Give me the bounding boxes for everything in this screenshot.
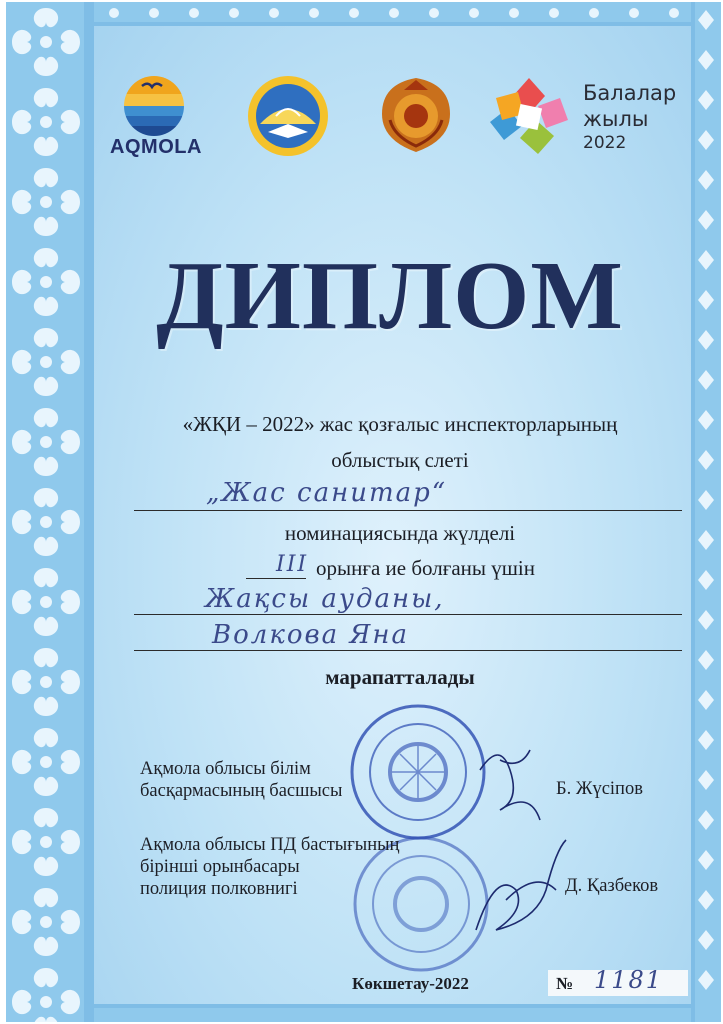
event-line-2: облыстық слеті bbox=[331, 448, 469, 472]
signatory1-line1: Ақмола облысы білім bbox=[140, 759, 311, 779]
balalar-year: 2022 bbox=[583, 133, 627, 153]
signatory2-line1: Ақмола облысы ПД бастығының bbox=[140, 835, 400, 855]
balalar-zhyly-wordmark bbox=[583, 80, 676, 154]
signatory1-name: Б. Жүсіпов bbox=[556, 779, 643, 799]
signature-1 bbox=[470, 740, 550, 830]
balalar-line1: Балалар bbox=[583, 81, 677, 105]
education-department-emblem-icon bbox=[246, 74, 330, 158]
event-line-1: «ЖҚИ – 2022» жас қозғалыс инспекторларының bbox=[182, 412, 618, 436]
recipient-rule-1 bbox=[134, 614, 682, 615]
police-emblem-icon bbox=[374, 72, 458, 156]
ornament-border-top bbox=[94, 2, 691, 26]
ornament-border-right bbox=[691, 2, 721, 1022]
number-label: № bbox=[556, 974, 574, 993]
signatory2-line3: полиция полковнигі bbox=[140, 879, 298, 899]
recipient-rule-2 bbox=[134, 650, 682, 651]
place-handwritten: III bbox=[276, 552, 309, 577]
signatory2-line2: бірінші орынбасары bbox=[140, 857, 300, 877]
awarded-text: марапатталады bbox=[325, 665, 475, 689]
ornament-border-left bbox=[6, 2, 94, 1022]
education-department-stamp bbox=[348, 702, 488, 842]
signature-2 bbox=[466, 830, 576, 950]
signatory2-title bbox=[140, 834, 399, 900]
ornament-border-bottom bbox=[94, 1004, 691, 1022]
signatory2-name: Д. Қазбеков bbox=[565, 876, 659, 896]
balalar-line2: жылы bbox=[583, 107, 649, 131]
aqmola-wordmark: AQMOLA bbox=[110, 136, 202, 158]
place-text: орынға ие болғаны үшін bbox=[316, 556, 536, 580]
balalar-zhyly-flower-icon bbox=[484, 74, 574, 158]
recipient-line-1: Жақсы ауданы, bbox=[205, 584, 445, 614]
aqmola-logo-icon bbox=[122, 74, 186, 138]
city-year: Көкшетау-2022 bbox=[352, 974, 469, 993]
number-value: 1181 bbox=[594, 966, 664, 994]
place-rule bbox=[246, 578, 306, 579]
diploma-title: ДИПЛОМ bbox=[156, 242, 624, 350]
recipient-line-2: Волкова Яна bbox=[212, 620, 410, 650]
signatory1-title bbox=[140, 758, 342, 802]
signatory1-line2: басқармасының басшысы bbox=[140, 781, 343, 801]
nomination-rule bbox=[134, 510, 682, 511]
nomination-text: номинациясында жүлделі bbox=[284, 521, 516, 545]
nomination-handwritten: „Жас санитар“ bbox=[206, 478, 448, 508]
